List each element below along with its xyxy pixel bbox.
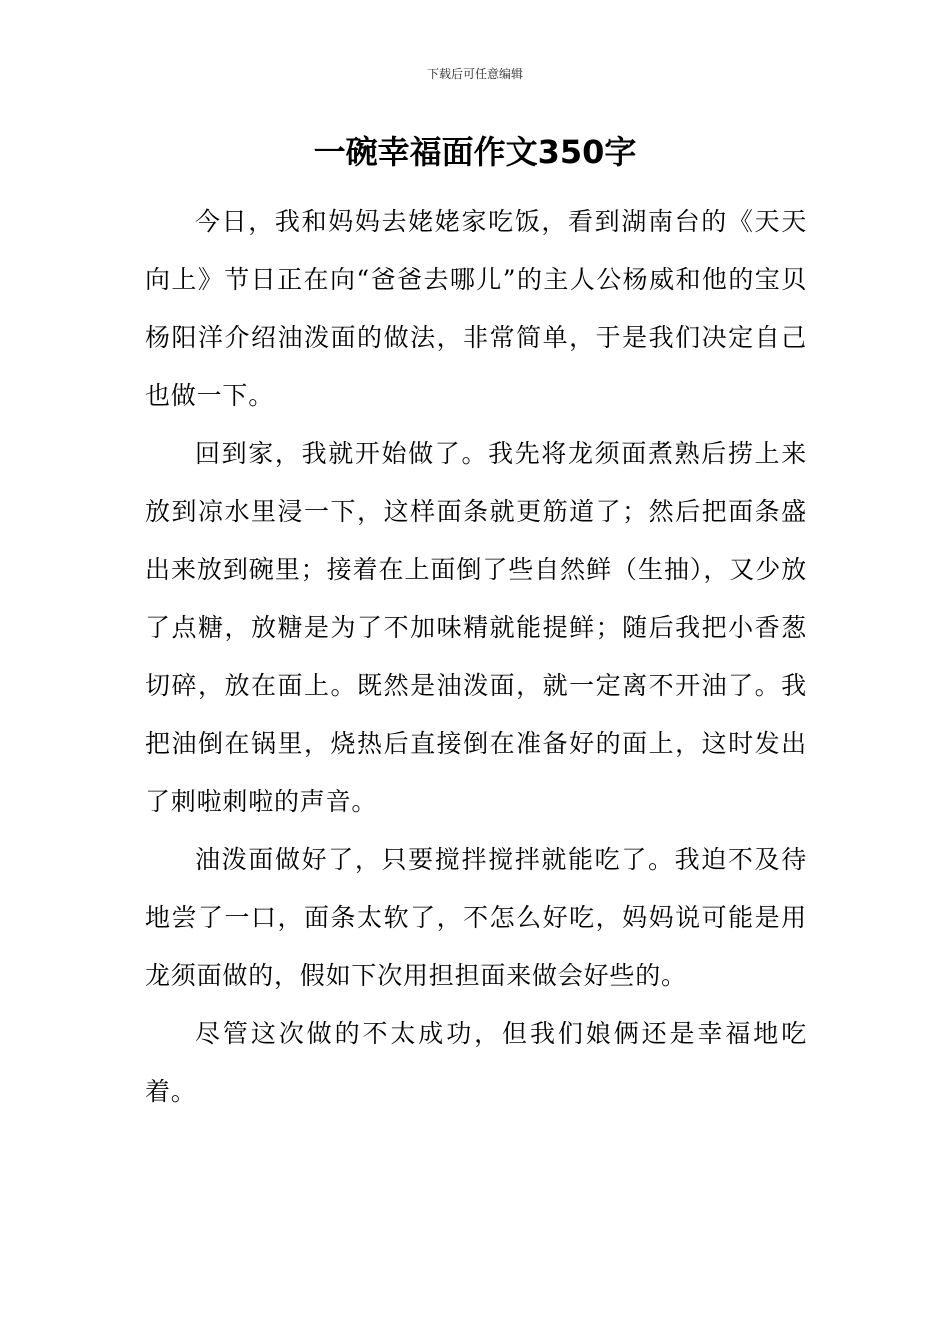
paragraph-1: 今日，我和妈妈去姥姥家吃饭，看到湖南台的《天天向上》节日正在向“爸爸去哪儿”的主人公杨威和他的宝贝杨阳洋介绍油泼面的做法，非常简单，于是我们决定自己也做一下。 bbox=[145, 207, 807, 410]
essay-body bbox=[145, 193, 807, 1121]
paragraph-4: 尽管这次做的不太成功，但我们娘俩还是幸福地吃着。 bbox=[145, 1019, 807, 1106]
header-note: 下载后可任意编辑 bbox=[426, 67, 523, 81]
paragraph-2: 回到家，我就开始做了。我先将龙须面煮熟后捞上来放到凉水里浸一下，这样面条就更筋道了；然后把面条盛出来放到碗里；接着在上面倒了些自然鲜（生抽），又少放了点糖，放糖是为了不加味精就能提鲜；随后我把小香葱切碎，放在面上。既然是油泼面，就一定离不开油了。我把油倒在锅里，烧热后直接倒在准备好的面上，这时发出了刺啦刺啦的声音。 bbox=[145, 439, 807, 816]
document-title: 一碗幸福面作文350字 bbox=[313, 133, 637, 171]
paragraph-3: 油泼面做好了，只要搅拌搅拌就能吃了。我迫不及待地尝了一口，面条太软了，不怎么好吃，妈妈说可能是用龙须面做的，假如下次用担担面来做会好些的。 bbox=[145, 845, 807, 990]
